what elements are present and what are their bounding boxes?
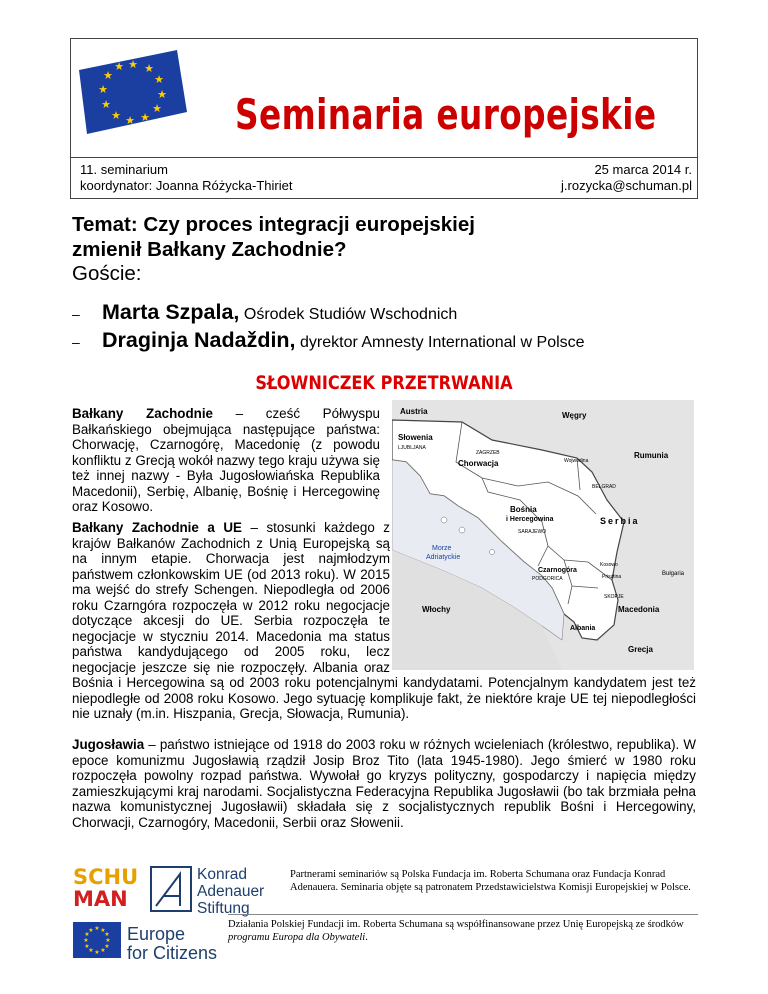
logo-text: MAN: [73, 887, 128, 911]
svg-text:★: ★: [154, 73, 164, 86]
map-label: Grecja: [628, 645, 653, 654]
header-divider: [70, 157, 698, 158]
svg-text:★: ★: [140, 111, 150, 124]
partners-note: Partnerami seminariów są Polska Fundacja im. Roberta Schumana oraz Fundacja Konrad Adenauera. Seminaria objęte są patronatem Przedstawicielstwa Komisji Europejskiej w Polsce.: [290, 869, 691, 893]
guest-item: [72, 300, 457, 325]
seminar-number: 11. seminarium: [80, 162, 168, 177]
topic-heading: Temat: Czy proces integracji europejskiej zmienił Bałkany Zachodnie?: [72, 213, 475, 261]
map-label: Wojwodina: [564, 458, 589, 464]
dash-bullet: –: [72, 306, 80, 322]
map-label: Bułgaria: [662, 571, 685, 577]
svg-text:★: ★: [125, 114, 135, 127]
schuman-logo: [73, 866, 138, 910]
svg-text:★: ★: [157, 88, 167, 101]
footer-divider: [228, 914, 698, 915]
map-label: SARAJEWO: [518, 529, 547, 535]
eu-flag-icon: [73, 48, 191, 136]
map-label: Prisztina: [602, 574, 622, 580]
svg-text:★: ★: [100, 947, 106, 954]
svg-text:★: ★: [104, 931, 110, 938]
seminar-meta: [80, 162, 292, 194]
funding-text: Działania Polskiej Fundacji im. Roberta Schumana są współfinansowane przez Unię Europejską ze środków: [228, 919, 684, 930]
glossary-entry: [72, 737, 696, 830]
svg-text:★: ★: [144, 62, 154, 75]
svg-text:★: ★: [88, 947, 94, 954]
map-label: Macedonia: [618, 605, 660, 614]
glossary-term: Jugosławia: [72, 737, 145, 752]
svg-text:★: ★: [104, 943, 110, 950]
svg-text:★: ★: [114, 60, 124, 73]
funding-end: .: [365, 932, 368, 943]
guest-name: Marta Szpala,: [102, 300, 240, 324]
map-label: Włochy: [422, 605, 451, 614]
coordinator: koordynator: Joanna Różycka-Thiriet: [80, 178, 293, 193]
map-label: BELGRAD: [592, 484, 616, 490]
glossary-definition: – cześć Półwyspu Bałkańskiego obejmująca następujące państwa: Chorwację, Czarnogórę, Macedonię (z powodu konfliktu z Grecją wokół nazwy tego kraju używa się też innej nazwy - Była Jugosłowiańska Republika Macedonii), Serbię, Albanię, Bośnię i Hercegowinę oraz Kosowo.: [72, 406, 380, 514]
map-label: Czarnogóra: [538, 567, 577, 574]
map-label: Albania: [570, 625, 596, 632]
map-label: ZAGRZEB: [476, 450, 500, 456]
svg-text:★: ★: [94, 949, 100, 956]
map-label: Morze: [432, 545, 452, 552]
guest-affiliation: Ośrodek Studiów Wschodnich: [239, 306, 458, 323]
map-label: Adriatyckie: [426, 554, 461, 561]
svg-text:★: ★: [103, 69, 113, 82]
eu-flag-icon: [73, 922, 121, 958]
map-label: Węgry: [562, 411, 587, 420]
seminar-date: 25 marca 2014 r.: [594, 162, 692, 177]
logo-text: SCHU: [73, 865, 139, 889]
logo-text: Adenauer: [197, 883, 265, 900]
glossary-entry: [72, 520, 696, 722]
logo-text: Europe: [127, 924, 186, 944]
map-label: i Hercegowina: [506, 516, 554, 523]
svg-text:★: ★: [111, 109, 121, 122]
map-label: Chorwacja: [458, 459, 499, 468]
glossary-title: SŁOWNICZEK PRZETRWANIA: [255, 372, 513, 394]
glossary-term: Bałkany Zachodnie: [72, 406, 213, 421]
svg-text:★: ★: [152, 102, 162, 115]
guest-affiliation: dyrektor Amnesty International w Polsce: [295, 334, 585, 351]
glossary-term: Bałkany Zachodnie a UE: [72, 520, 242, 535]
svg-text:★: ★: [84, 943, 90, 950]
dash-bullet: –: [72, 334, 80, 350]
svg-text:★: ★: [101, 98, 111, 111]
seminar-contact: [561, 162, 692, 194]
svg-text:★: ★: [88, 927, 94, 934]
efc-logo-text: [127, 925, 217, 963]
svg-text:★: ★: [98, 83, 108, 96]
logo-text: for Citizens: [127, 943, 218, 963]
svg-text:★: ★: [100, 927, 106, 934]
kas-logo-icon: [150, 866, 192, 912]
svg-text:★: ★: [128, 58, 138, 71]
svg-text:★: ★: [94, 925, 100, 932]
svg-text:★: ★: [105, 937, 111, 944]
map-label: Słowenia: [398, 433, 433, 442]
map-label: Serbia: [600, 516, 640, 526]
guest-name: Draginja Nadaždin,: [102, 328, 296, 352]
kas-logo-text: [197, 866, 264, 917]
funding-note: [228, 918, 698, 944]
map-label: LJUBLJANA: [398, 445, 426, 451]
glossary-definition: – państwo istniejące od 1918 do 2003 roku w różnych wcieleniach (królestwo, republika). W epoce komunizmu Jugosławią rządził Josip Broz Tito (lata 1945-1980). Jego śmierć w 1980 roku rozpoczęła powolny rozpad państwa. Wywołał go kryzys polityczny, gospodarczy i napięcia między zamieszkującymi kraj narodami. Socjalistyczna Federacyjna Republika Jugosławii (bo tak brzmiała pełna nazwa komunistycznej Jugosławii) składała się z socjalistycznych republik Bośni i Hercegowiny, Chorwacji, Czarnogóry, Macedonii, Serbii oraz Słowenii.: [72, 737, 696, 830]
map-label: PODGORICA: [532, 576, 563, 582]
glossary-entry: [72, 406, 380, 515]
coordinator-email[interactable]: j.rozycka@schuman.pl: [561, 178, 692, 193]
guests-label: Goście:: [72, 262, 142, 285]
map-label: Rumunia: [634, 451, 669, 460]
map-label: Kosowo: [600, 562, 618, 568]
guest-item: [72, 328, 585, 353]
logo-text: Stiftung: [197, 900, 250, 917]
glossary-definition: – stosunki każdego z krajów Bałkanów Zachodnich z Unią Europejską są na innym etapie. Chorwacja jest najmłodzym państwem członkowskim UE (od 2013 roku). W 2015 ma wejść do strefy Schengen. Niepodległa od 2006 roku Czarngóra rozpoczęła w 2012 roku negocjacje dotyczące akcesji do UE. Serbia rozpoczęła te negocjacje w styczniu 2014. Macedonia ma status państwa kandydującego od 2005 roku, lecz negocjacje jeszcze się nie rozpoczęły. Albania oraz Bośnia i Hercegowina są od 2003 roku potencjalnymi kandydatami. Potencjalnym kandydatem jest też niepodległe od 2008 roku Kosowo. Jego sytuację komplikuje fakt, że niektóre kraje UE tej niepodległości nie uznały (m.in. Hiszpania, Grecja, Słowacja, Rumunia).: [72, 520, 696, 721]
map-label: Bośnia: [510, 505, 537, 514]
program-name: programu Europa dla Obywateli: [228, 932, 366, 943]
logo-text: Konrad: [197, 866, 247, 883]
svg-text:★: ★: [84, 931, 90, 938]
seminar-title: Seminaria europejskie: [235, 90, 657, 139]
svg-text:★: ★: [83, 937, 89, 944]
map-label: SKOPJE: [604, 594, 624, 600]
map-label: Austria: [400, 407, 428, 416]
